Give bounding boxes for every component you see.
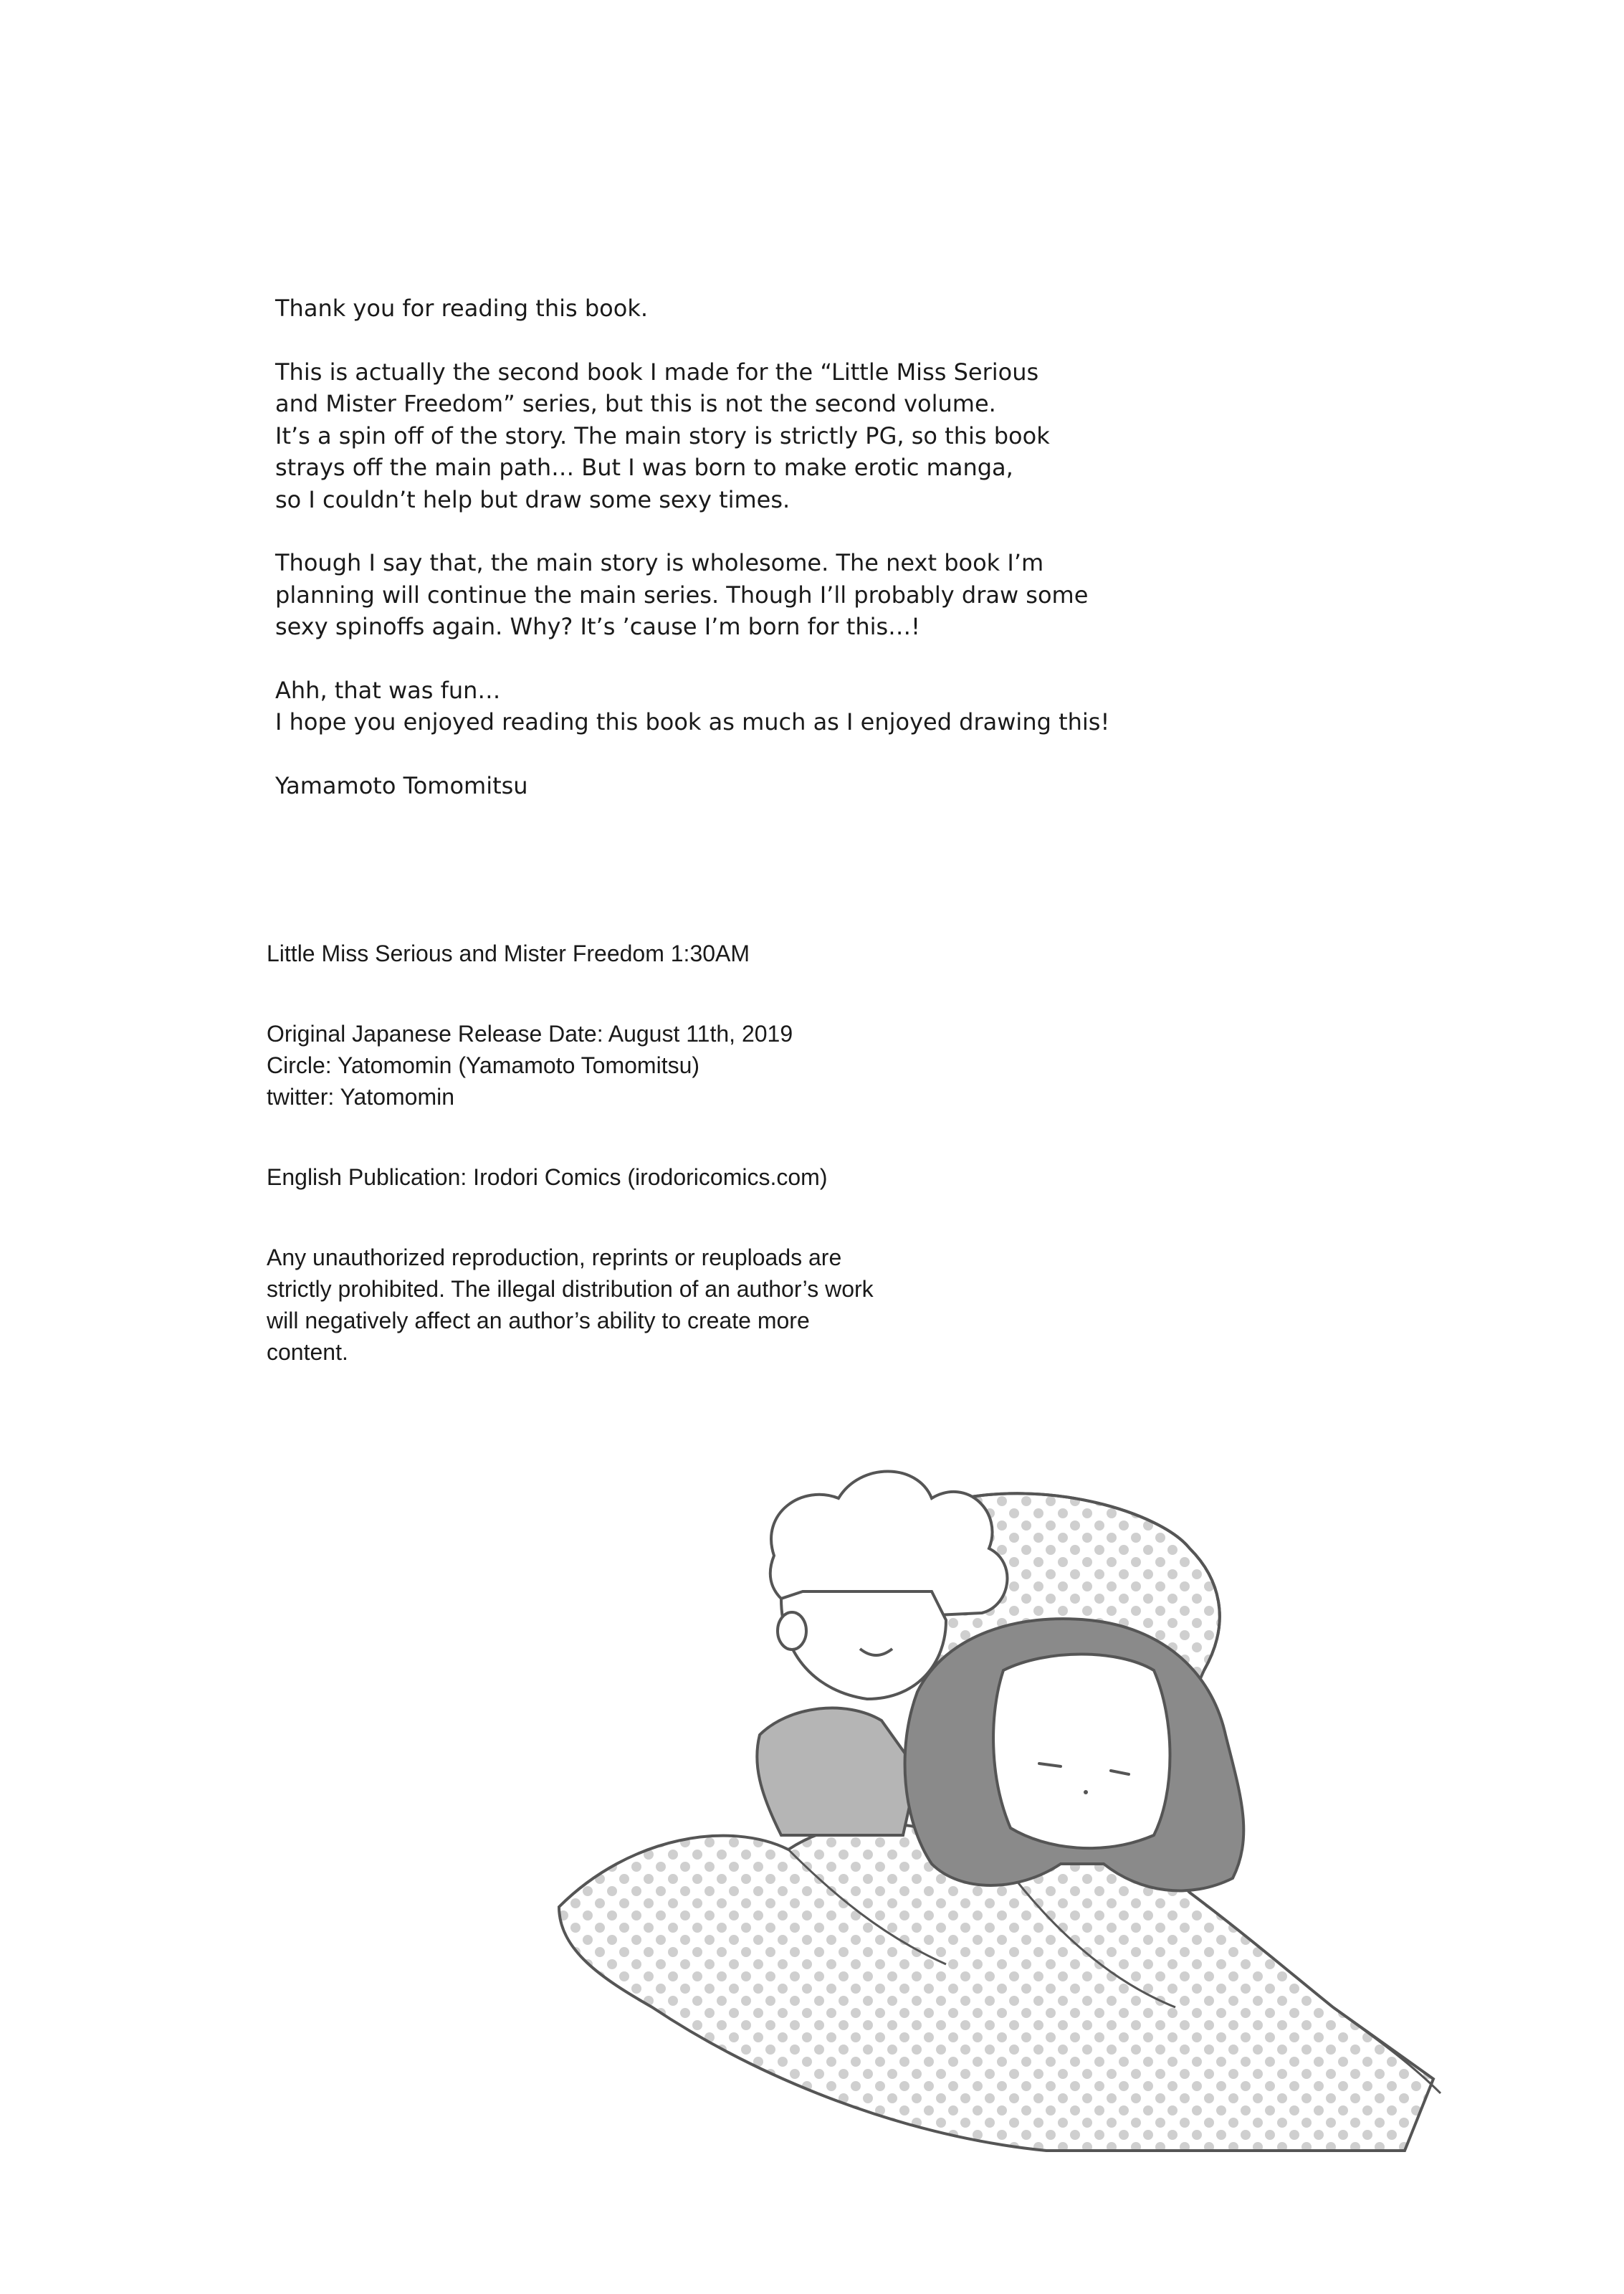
- afterword-text: [275, 292, 1494, 833]
- twitter-handle: twitter: Yatomomin: [267, 1084, 455, 1110]
- sleeping-couple-illustration: [545, 1434, 1491, 2222]
- book-title: Little Miss Serious and Mister Freedom 1:30AM: [267, 941, 750, 966]
- release-info: [267, 1018, 1413, 1113]
- credits-block: [267, 938, 1413, 1368]
- circle-name: Circle: Yatomomin (Yamamoto Tomomitsu): [267, 1052, 700, 1078]
- afterword-paragraph-thanks: Thank you for reading this book.: [275, 295, 649, 322]
- afterword-signature: Yamamoto Tomomitsu: [275, 771, 528, 799]
- release-date: Original Japanese Release Date: August 11th, 2019: [267, 1021, 793, 1047]
- girl-face: [993, 1655, 1170, 1849]
- afterword-paragraph-fun: Ahh, that was fun… I hope you enjoyed reading this book as much as I enjoyed drawing this!: [275, 676, 1110, 736]
- english-publication: English Publication: Irodori Comics (irodoricomics.com): [267, 1164, 828, 1190]
- boy-shirt: [757, 1708, 917, 1835]
- afterword-paragraph-wholesome: Though I say that, the main story is wholesome. The next book I’m planning will continue the main series. Though I’ll probably draw some sexy spinoffs again. Why? It’s ’cause I’m born for this…!: [275, 549, 1089, 640]
- copyright-notice: Any unauthorized reproduction, reprints or reuploads are strictly prohibited. The illegal distribution of an author’s work will negatively affect an author’s ability to create more content.: [267, 1244, 874, 1365]
- afterword-paragraph-series: This is actually the second book I made for the “Little Miss Serious and Mister Freedom” series, but this is not the second volume. It’s a spin off of the story. The main story is strictly PG, so this book strays off the main path… But I was born to make erotic manga, so I couldn’t help but draw some sexy times.: [275, 358, 1050, 513]
